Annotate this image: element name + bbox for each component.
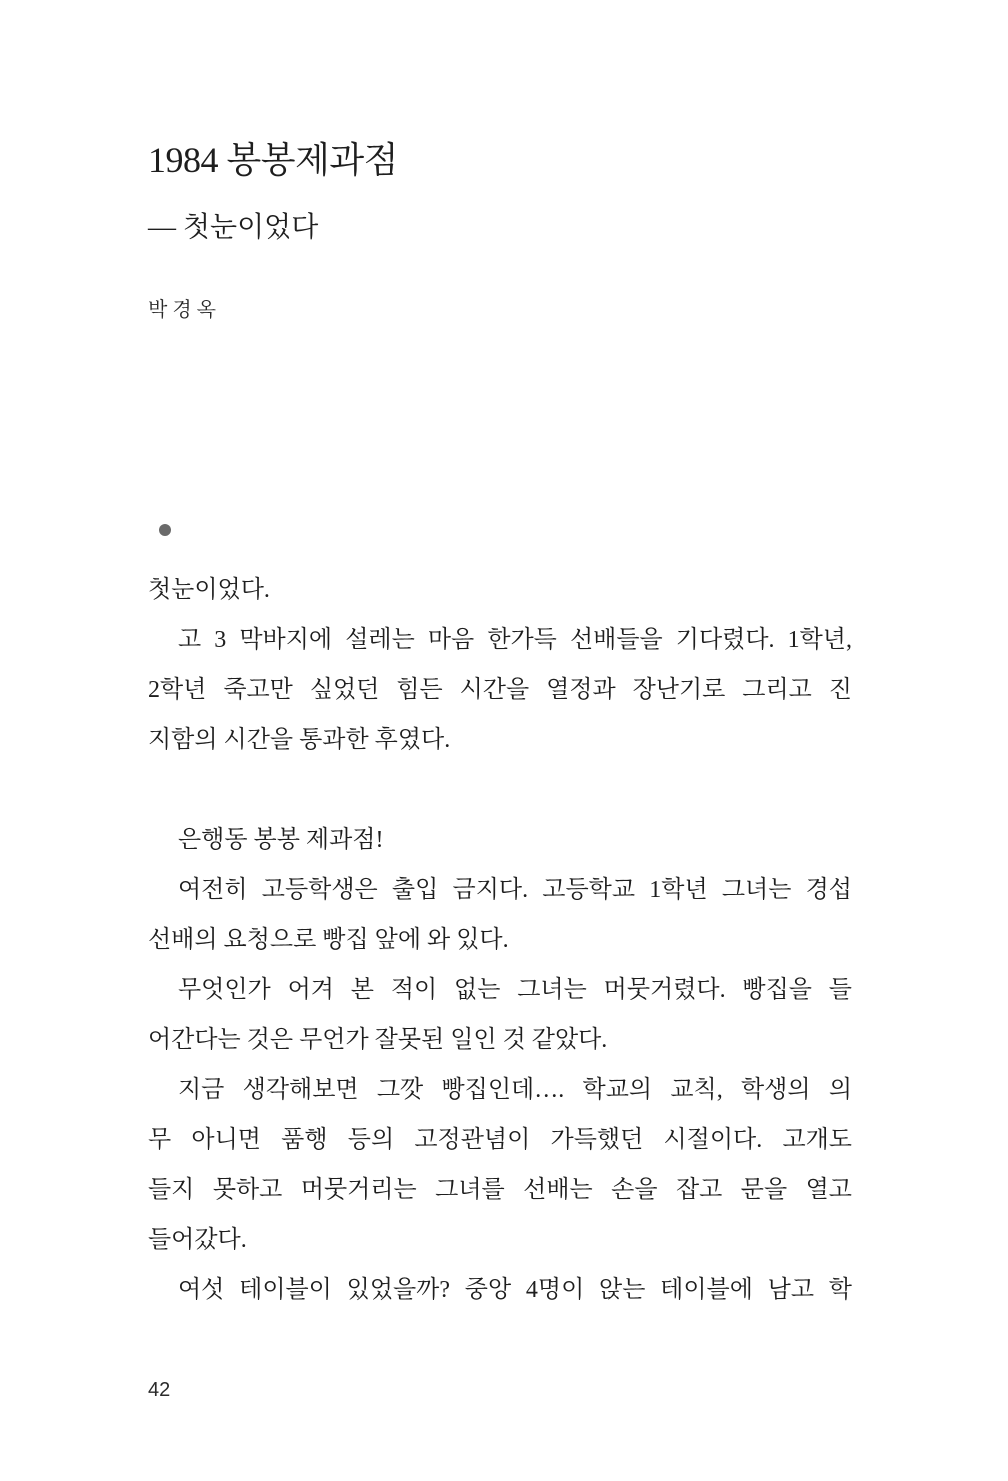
page-number: 42 xyxy=(148,1379,171,1401)
text-line: 지금 생각해보면 그깟 빵집인데…. 학교의 교칙, 학생의 의 xyxy=(178,1077,852,1103)
text-line: 선배의 요청으로 빵집 앞에 와 있다. xyxy=(148,927,509,953)
body-text xyxy=(148,565,852,1315)
text-line: 들어갔다. xyxy=(148,1227,247,1253)
section-bullet-icon xyxy=(159,524,171,536)
text-line: 지함의 시간을 통과한 후였다. xyxy=(148,727,451,753)
text-line: 무엇인가 어겨 본 적이 없는 그녀는 머뭇거렸다. 빵집을 들 xyxy=(178,977,852,1003)
text-line: 어간다는 것은 무언가 잘못된 일인 것 같았다. xyxy=(148,1027,608,1053)
text-line: 첫눈이었다. xyxy=(148,577,270,603)
text-line: 2학년 죽고만 싶었던 힘든 시간을 열정과 장난기로 그리고 진 xyxy=(148,677,852,703)
text-line: 여섯 테이블이 있었을까? 중앙 4명이 앉는 테이블에 남고 학 xyxy=(178,1277,852,1303)
text-line: 은행동 봉봉 제과점! xyxy=(178,827,384,853)
text-line: 고 3 막바지에 설레는 마음 한가득 선배들을 기다렸다. 1학년, xyxy=(178,627,852,653)
chapter-subtitle: ― 첫눈이었다 xyxy=(148,212,319,243)
paragraph-gap xyxy=(148,765,852,815)
chapter-title: 1984 봉봉제과점 xyxy=(148,140,398,180)
text-line: 여전히 고등학생은 출입 금지다. 고등학교 1학년 그녀는 경섭 xyxy=(178,877,852,903)
author-name: 박경옥 xyxy=(148,299,221,321)
text-line: 무 아니면 품행 등의 고정관념이 가득했던 시절이다. 고개도 xyxy=(148,1127,852,1153)
text-line: 들지 못하고 머뭇거리는 그녀를 선배는 손을 잡고 문을 열고 xyxy=(148,1177,852,1203)
